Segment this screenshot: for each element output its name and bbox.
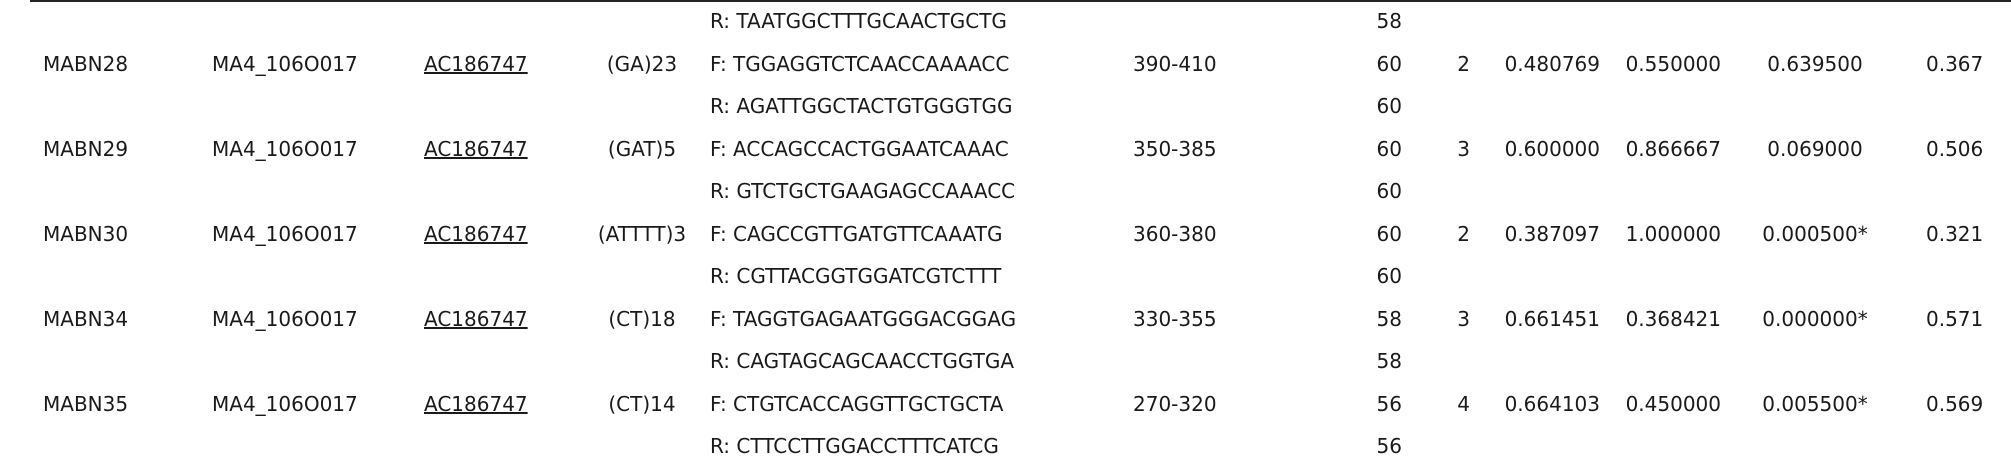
size-range-cell: 350-385 [1133,136,1217,161]
accession-link[interactable]: AC186747 [424,136,528,161]
annealing-temp-cell: 58 [1376,9,1402,33]
bac-clone-cell: MA4_106O017 [212,306,358,331]
bac-clone-cell: MA4_106O017 [212,391,358,416]
hwe-pvalue-cell: 0.639500 [1767,51,1863,76]
repeat-motif-cell: (GA)23 [606,51,678,76]
allele-count-cell: 2 [1457,51,1470,76]
table-row [0,43,2011,85]
allele-count-cell [1440,85,1470,127]
annealing-temp-cell: 58 [1376,306,1402,331]
expected-heterozygosity-cell [1500,255,1600,297]
repeat-motif-cell: (CT)18 [608,306,676,331]
table-row [0,340,2011,382]
pic-value-cell: 0.506 [1926,136,1984,161]
hwe-pvalue-cell [1740,255,1890,297]
expected-heterozygosity-cell: 0.600000 [1504,136,1600,161]
hwe-pvalue-cell [1740,340,1890,382]
accession-link[interactable]: AC186747 [424,221,528,246]
table-row [0,128,2011,170]
pic-value-cell [1926,340,1976,382]
repeat-motif-cell [567,340,717,382]
annealing-temp-cell: 60 [1376,264,1402,288]
marker-name-cell: MABN28 [43,51,129,76]
table-row [0,255,2011,297]
annealing-temp-cell: 60 [1376,179,1402,203]
size-range-cell: 390-410 [1133,51,1217,76]
repeat-motif-cell [567,0,717,42]
primer-sequence-cell: R: CGTTACGGTGGATCGTCTTT [710,264,1002,288]
annealing-temp-cell: 60 [1376,94,1402,118]
expected-heterozygosity-cell [1500,0,1600,42]
pic-value-cell: 0.367 [1926,51,1984,76]
bac-clone-cell: MA4_106O017 [212,51,358,76]
repeat-motif-cell: (GAT)5 [607,136,677,161]
primer-sequence-cell: F: ACCAGCCACTGGAATCAAAC [710,136,1009,161]
size-range-cell: 360-380 [1133,221,1217,246]
observed-heterozygosity-cell: 0.368421 [1625,306,1721,331]
primer-sequence-cell: R: CTTCCTTGGACCTTTCATCG [710,434,999,458]
observed-heterozygosity-cell: 0.450000 [1625,391,1721,416]
size-range-cell: 270-320 [1133,391,1217,416]
allele-count-cell [1440,340,1470,382]
hwe-pvalue-cell: 0.000000* [1762,306,1868,331]
observed-heterozygosity-cell [1615,255,1721,297]
table-row [0,170,2011,212]
annealing-temp-cell: 56 [1376,391,1402,416]
pic-value-cell: 0.571 [1926,306,1984,331]
pic-value-cell [1926,255,1976,297]
allele-count-cell: 3 [1457,136,1470,161]
pic-value-cell [1926,170,1976,212]
expected-heterozygosity-cell: 0.661451 [1504,306,1600,331]
allele-count-cell [1440,255,1470,297]
allele-count-cell [1440,0,1470,42]
observed-heterozygosity-cell: 1.000000 [1625,221,1721,246]
table-row [0,298,2011,340]
hwe-pvalue-cell: 0.005500* [1762,391,1868,416]
allele-count-cell [1440,170,1470,212]
hwe-pvalue-cell: 0.000500* [1762,221,1868,246]
expected-heterozygosity-cell: 0.664103 [1504,391,1600,416]
allele-count-cell: 3 [1457,306,1470,331]
annealing-temp-cell: 56 [1376,434,1402,458]
pic-value-cell [1926,0,1976,42]
expected-heterozygosity-cell: 0.387097 [1504,221,1600,246]
pic-value-cell: 0.569 [1926,391,1984,416]
marker-name-cell: MABN30 [43,221,129,246]
table-row [0,383,2011,425]
pic-value-cell [1926,85,1976,127]
primer-sequence-cell: R: TAATGGCTTTGCAACTGCTG [710,9,1007,33]
accession-link[interactable]: AC186747 [424,306,528,331]
repeat-motif-cell [567,85,717,127]
accession-link[interactable]: AC186747 [424,391,528,416]
observed-heterozygosity-cell [1615,85,1721,127]
observed-heterozygosity-cell: 0.866667 [1625,136,1721,161]
repeat-motif-cell: (CT)14 [608,391,676,416]
expected-heterozygosity-cell [1500,340,1600,382]
primer-sequence-cell: F: TGGAGGTCTCAACCAAAACC [710,51,1010,76]
bac-clone-cell: MA4_106O017 [212,136,358,161]
hwe-pvalue-cell [1740,0,1890,42]
allele-count-cell: 2 [1457,221,1470,246]
observed-heterozygosity-cell [1615,170,1721,212]
repeat-motif-cell [567,170,717,212]
allele-count-cell: 4 [1457,391,1470,416]
bac-clone-cell: MA4_106O017 [212,221,358,246]
primer-sequence-cell: F: TAGGTGAGAATGGGACGGAG [710,306,1017,331]
hwe-pvalue-cell [1740,85,1890,127]
observed-heterozygosity-cell: 0.550000 [1625,51,1721,76]
table-row [0,85,2011,127]
expected-heterozygosity-cell: 0.480769 [1504,51,1600,76]
annealing-temp-cell: 58 [1376,349,1402,373]
expected-heterozygosity-cell [1500,85,1600,127]
expected-heterozygosity-cell [1500,170,1600,212]
hwe-pvalue-cell [1740,170,1890,212]
annealing-temp-cell: 60 [1376,136,1402,161]
accession-link[interactable]: AC186747 [424,51,528,76]
primer-sequence-cell: R: AGATTGGCTACTGTGGGTGG [710,94,1013,118]
marker-name-cell: MABN34 [43,306,129,331]
primer-sequence-cell: F: CAGCCGTTGATGTTCAAATG [710,221,1003,246]
table-row [0,213,2011,255]
hwe-pvalue-cell: 0.069000 [1767,136,1863,161]
primer-sequence-cell: F: CTGTCACCAGGTTGCTGCTA [710,391,1004,416]
repeat-motif-cell: (ATTTT)3 [597,221,687,246]
pic-value-cell: 0.321 [1926,221,1984,246]
marker-name-cell: MABN35 [43,391,129,416]
primer-sequence-cell: R: CAGTAGCAGCAACCTGGTGA [710,349,1015,373]
repeat-motif-cell [567,255,717,297]
primer-sequence-cell: R: GTCTGCTGAAGAGCCAAACC [710,179,1016,203]
table-row [0,0,2011,42]
observed-heterozygosity-cell [1615,340,1721,382]
annealing-temp-cell: 60 [1376,51,1402,76]
annealing-temp-cell: 60 [1376,221,1402,246]
observed-heterozygosity-cell [1615,0,1721,42]
size-range-cell: 330-355 [1133,306,1217,331]
marker-name-cell: MABN29 [43,136,129,161]
